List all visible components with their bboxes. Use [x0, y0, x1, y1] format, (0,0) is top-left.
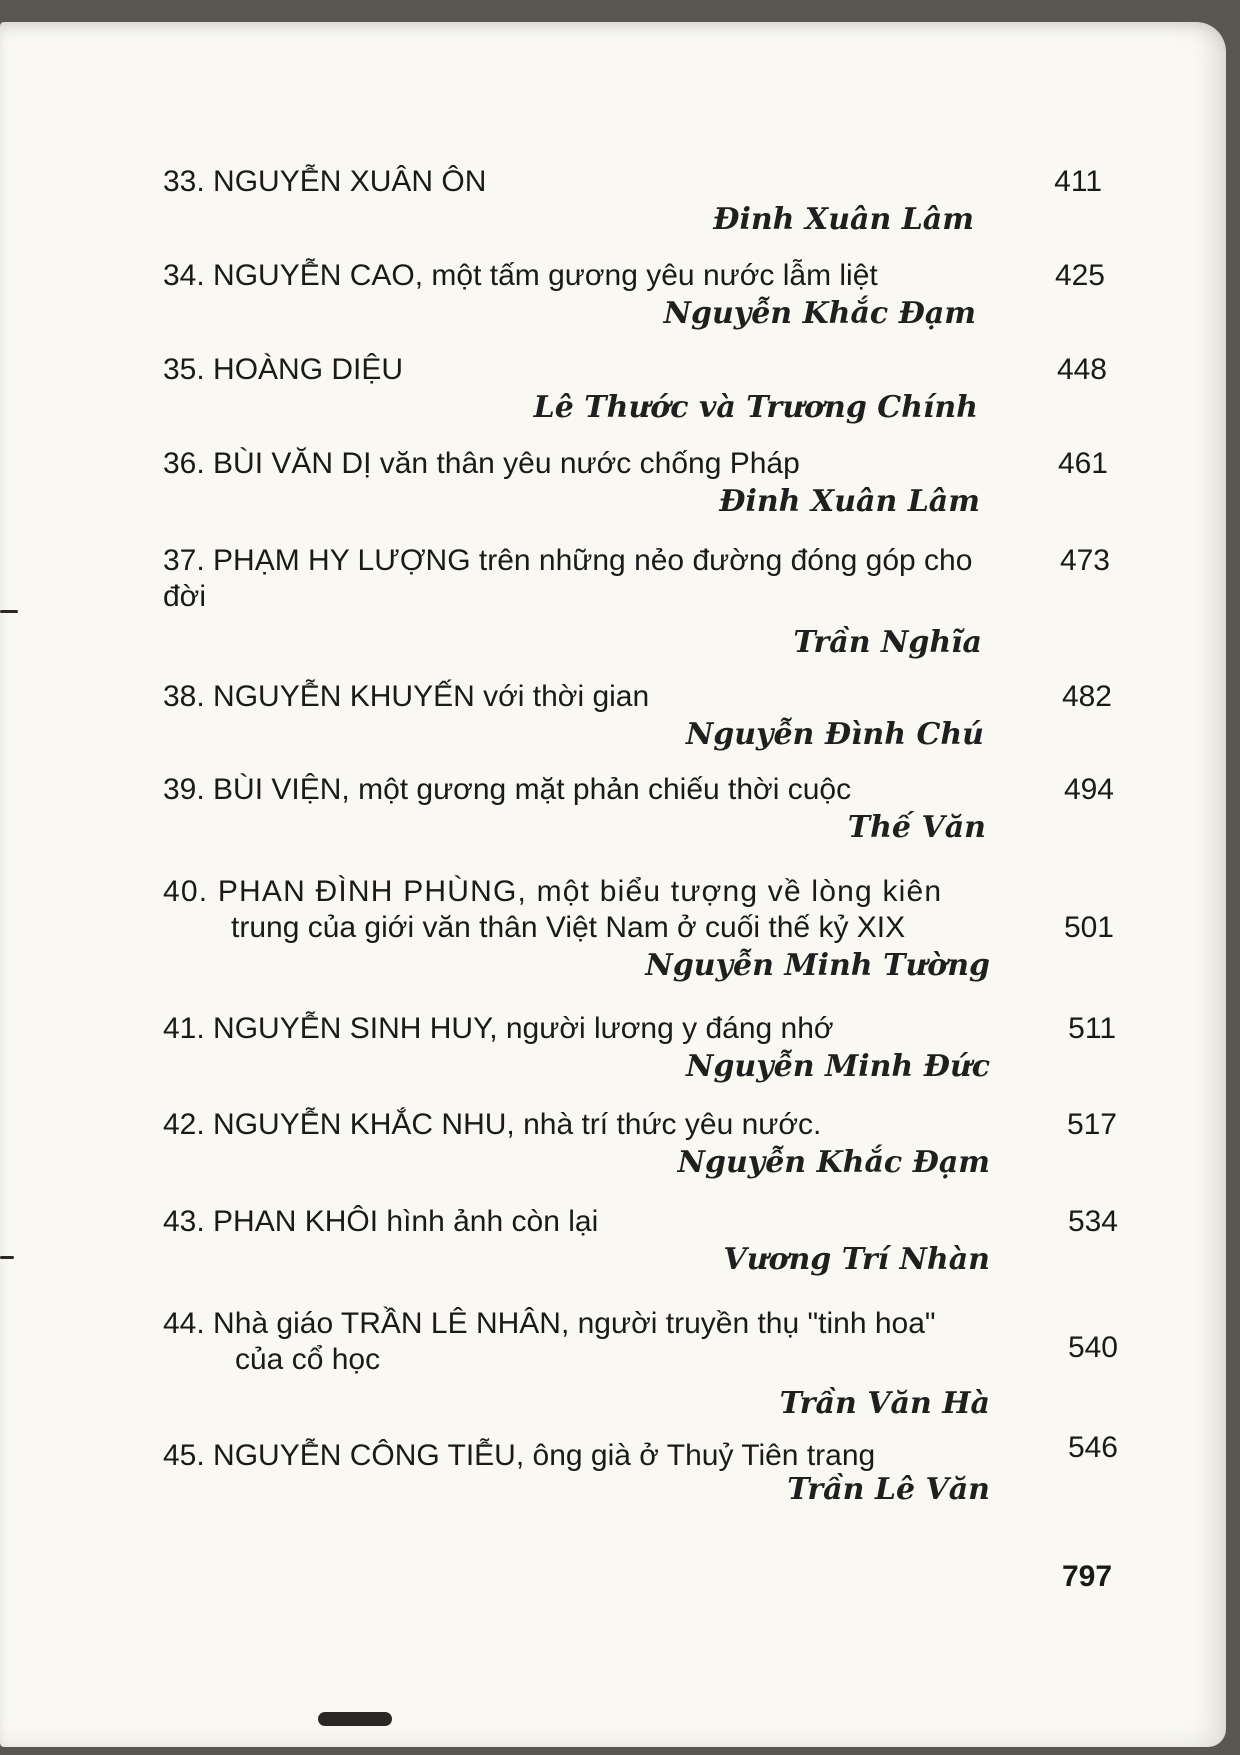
entry-page: 517	[1066, 1108, 1117, 1141]
entry-page: 461	[1057, 447, 1108, 480]
entry-title: 45. NGUYỄN CÔNG TIỄU, ông già ở Thuỷ Tiên trang	[163, 1439, 876, 1472]
scan-artifact	[0, 610, 18, 613]
entry-page: 448	[1056, 353, 1107, 386]
table-of-contents	[0, 22, 1226, 1747]
entry-author: Vương Trí Nhàn	[723, 1242, 990, 1277]
entry-title: 39. BÙI VIỆN, một gương mặt phản chiếu thời cuộc	[163, 773, 852, 806]
entry-page: 473	[1059, 544, 1110, 577]
entry-page: 494	[1063, 773, 1114, 806]
book-page	[0, 22, 1226, 1747]
entry-author: Nguyễn Minh Tường	[645, 948, 990, 983]
entry-author: Thế Văn	[847, 810, 986, 845]
entry-page: 501	[1063, 911, 1114, 944]
entry-author: Nguyễn Đình Chú	[685, 717, 984, 752]
entry-author: Đinh Xuân Lâm	[713, 202, 974, 237]
entry-author: Lê Thước và Trương Chính	[533, 390, 978, 425]
entry-title: 43. PHAN KHÔI hình ảnh còn lại	[163, 1205, 599, 1238]
entry-title-line2: trung của giới văn thân Việt Nam ở cuối thế kỷ XIX	[231, 911, 906, 944]
scan-artifact	[0, 1256, 14, 1259]
entry-author: Trần Văn Hà	[779, 1386, 990, 1421]
entry-title	[163, 874, 942, 946]
entry-title: 34. NGUYỄN CAO, một tấm gương yêu nước lẫm liệt	[163, 259, 878, 292]
entry-title: 36. BÙI VĂN DỊ văn thân yêu nước chống Pháp	[163, 447, 800, 480]
entry-page: 546	[1067, 1431, 1118, 1464]
entry-page: 534	[1067, 1205, 1118, 1238]
entry-author: Nguyễn Khắc Đạm	[663, 296, 976, 331]
entry-page: 425	[1054, 259, 1105, 292]
page-number: 797	[1062, 1560, 1113, 1593]
entry-page: 540	[1067, 1331, 1118, 1364]
entry-title-line1: 40. PHAN ĐÌNH PHÙNG, một biểu tượng về lòng kiên	[163, 875, 943, 908]
entry-title: 42. NGUYỄN KHẮC NHU, nhà trí thức yêu nước.	[163, 1108, 822, 1141]
scan-artifact	[318, 1712, 392, 1726]
entry-author: Đinh Xuân Lâm	[719, 484, 980, 519]
entry-title-line2: của cổ học	[235, 1343, 381, 1376]
entry-author: Nguyễn Khắc Đạm	[677, 1145, 990, 1180]
entry-title-line1: 44. Nhà giáo TRẦN LÊ NHÂN, người truyền thụ "tinh hoa"	[163, 1307, 936, 1340]
entry-author: Trần Lê Văn	[787, 1472, 990, 1507]
entry-title: 35. HOÀNG DIỆU	[163, 353, 404, 386]
entry-title: 38. NGUYỄN KHUYẾN với thời gian	[163, 680, 650, 713]
entry-page: 482	[1061, 680, 1112, 713]
entry-page: 411	[1054, 165, 1102, 198]
entry-author: Trần Nghĩa	[793, 625, 982, 660]
entry-title: 41. NGUYỄN SINH HUY, người lương y đáng nhớ	[163, 1012, 834, 1045]
entry-title: 37. PHẠM HY LƯỢNG trên những nẻo đường đóng góp cho đời	[163, 544, 973, 613]
entry-author: Nguyễn Minh Đức	[686, 1049, 990, 1084]
entry-title	[163, 1306, 936, 1378]
entry-title: 33. NGUYỄN XUÂN ÔN	[163, 165, 487, 198]
entry-page: 511	[1068, 1012, 1116, 1045]
